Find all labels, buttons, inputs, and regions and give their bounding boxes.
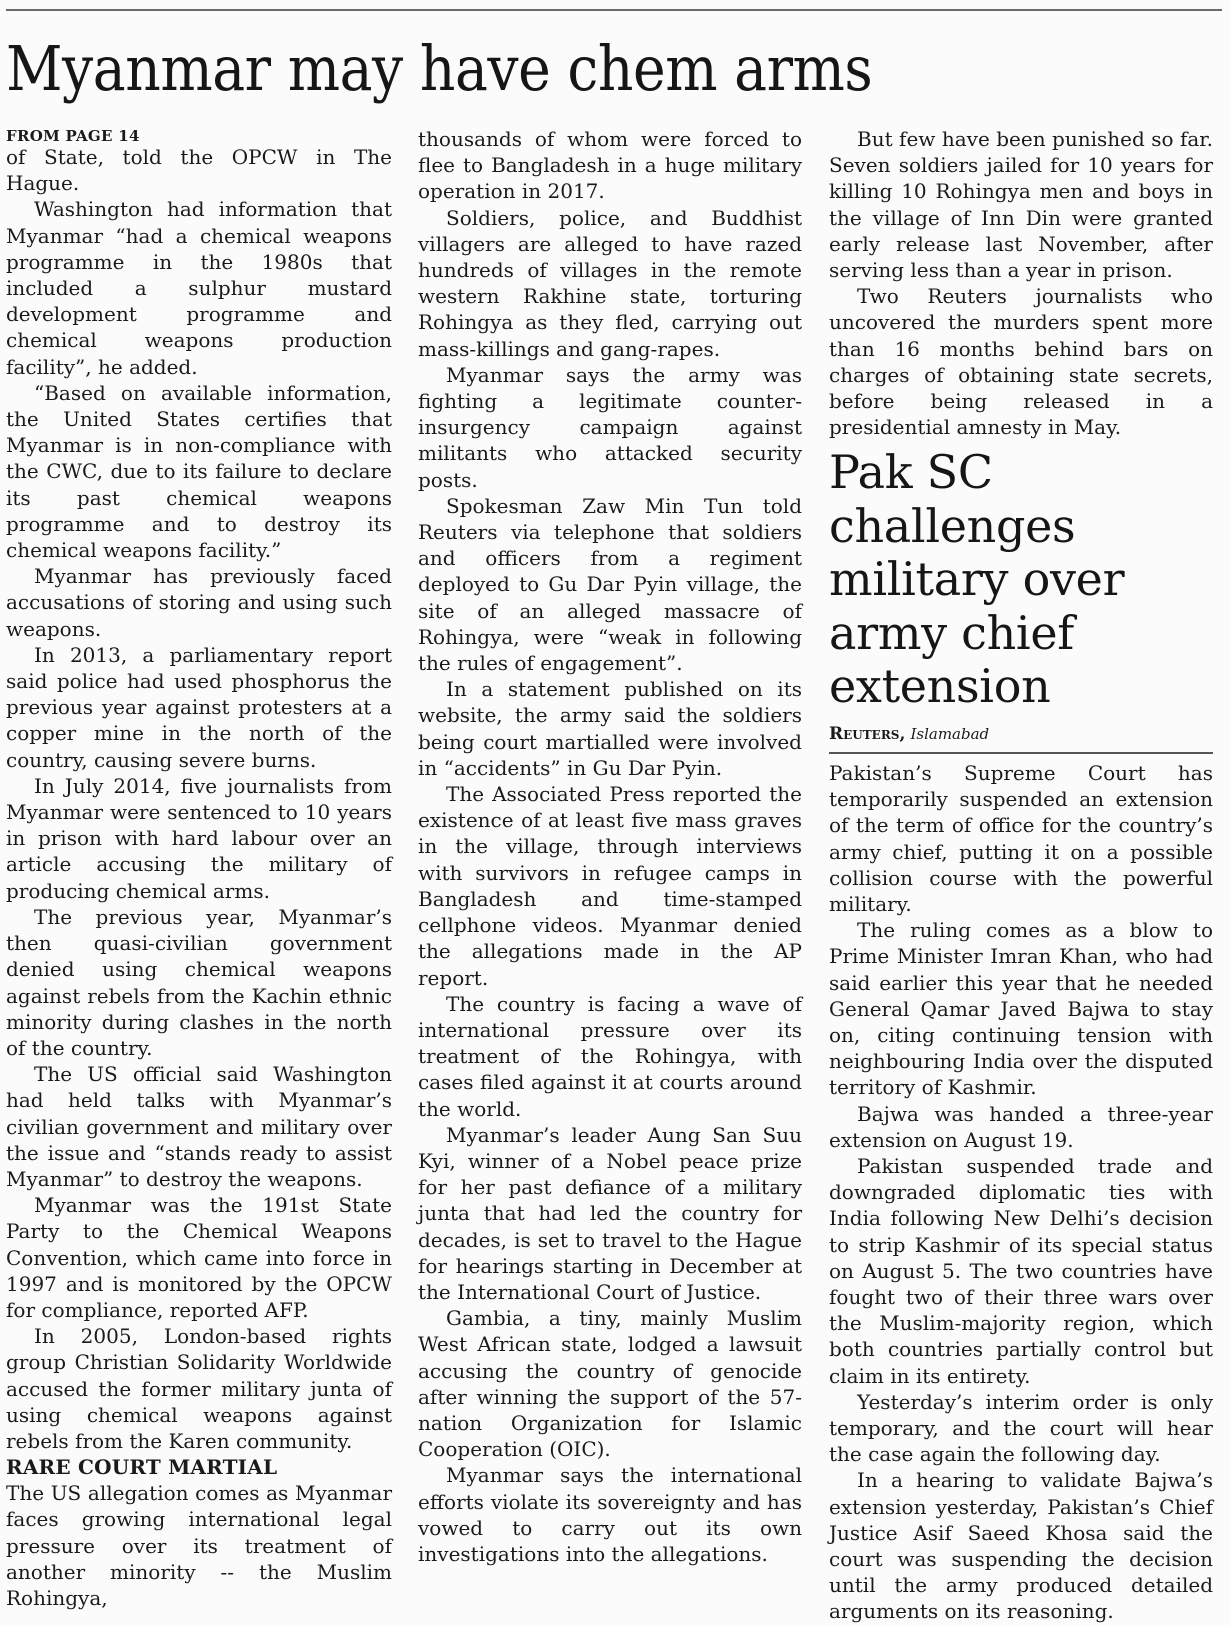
section-subhead: RARE COURT MARTIAL (6, 1455, 278, 1480)
paragraph: Gambia, a tiny, mainly Muslim West African state, lodged a lawsuit accusing the country of genocide after winning the support of the 57-nation Organization for Islamic Cooperation (OIC). (418, 1306, 802, 1462)
top-rule (6, 9, 1222, 11)
byline-source: Reuters, (829, 723, 906, 744)
paragraph: Myanmar’s leader Aung San Suu Kyi, winner of a Nobel peace prize for her past defiance of a military junta that had led the country for decades, is set to travel to the Hague for hearings starting in December at the International Court of Justice. (418, 1122, 802, 1304)
paragraph: In a statement published on its website, the army said the soldiers being court martialled were involved in “accidents” in Gu Dar Pyin. (418, 677, 802, 780)
byline (829, 724, 1213, 744)
paragraph: “Based on available information, the United States certifies that Myanmar is in non-compliance with the CWC, due to its failure to declare its past chemical weapons programme and to destroy its chemical weapons facility.” (6, 380, 392, 563)
paragraph: The US allegation comes as Myanmar faces growing international legal pressure over its treatment of another minority -- the Muslim Rohingya, (6, 1481, 392, 1610)
paragraph: Myanmar says the international efforts violate its sovereignty and has vowed to carry out its own investigations into the allegations. (418, 1463, 802, 1566)
paragraph: Myanmar says the army was fighting a legitimate counter-insurgency campaign against militants who attacked security posts. (418, 362, 802, 492)
article-column-2 (418, 126, 802, 1567)
paragraph: In a hearing to validate Bajwa’s extension yesterday, Pakistan’s Chief Justice Asif Saeed Khosa said the court was suspending the decision until the army produced detailed arguments on its reasoning. (829, 1468, 1213, 1624)
paragraph: Two Reuters journalists who uncovered the murders spent more than 16 months behind bars on charges of obtaining state secrets, before being released in a presidential amnesty in May. (829, 284, 1213, 440)
paragraph: thousands of whom were forced to flee to Bangladesh in a huge military operation in 2017. (418, 127, 802, 204)
main-headline: Myanmar may have chem arms (6, 32, 873, 105)
paragraph: Pakistan’s Supreme Court has temporarily suspended an extension of the term of office for the country’s army chief, putting it on a possible collision course with the powerful military. (829, 760, 1213, 916)
paragraph: Washington had information that Myanmar “had a chemical weapons programme in the 1980s that included a sulphur mustard development programme and chemical weapons production facility”, he added. (6, 197, 392, 379)
paragraph: Spokesman Zaw Min Tun told Reuters via telephone that soldiers and officers from a regiment deployed to Gu Dar Pyin village, the site of an alleged massacre of Rohingya, were “weak in following the rules of engagement”. (418, 493, 802, 676)
paragraph: The US official said Washington had held talks with Myanmar’s civilian government and military over the issue and “stands ready to assist Myanmar” to destroy the weapons. (6, 1062, 392, 1191)
paragraph: The ruling comes as a blow to Prime Minister Imran Khan, who had said earlier this year that he needed General Qamar Javed Bajwa to stay on, citing continuing tension with neighbouring India over the disputed territory of Kashmir. (829, 918, 1213, 1100)
article-column-1 (6, 126, 392, 1611)
paragraph: The Associated Press reported the existence of at least five mass graves in the village, through interviews with survivors in refugee camps in Bangladesh and time-stamped cellphone videos. Myanmar denied the allegations made in the AP report. (418, 782, 802, 990)
paragraph: In 2013, a parliamentary report said police had used phosphorus the previous year against protesters at a copper mine in the north of the country, causing severe burns. (6, 642, 392, 772)
paragraph: The previous year, Myanmar’s then quasi-civilian government denied using chemical weapons against rebels from the Kachin ethnic minority during clashes in the north of the country. (6, 904, 392, 1060)
continued-from-label: FROM PAGE 14 (6, 127, 140, 145)
paragraph: Pakistan suspended trade and downgraded diplomatic ties with India following New Delhi’s decision to strip Kashmir of its special status on August 5. The two countries have fought two of their three wars over the Muslim-majority region, which both countries partially control but claim in its entirety. (829, 1153, 1213, 1388)
paragraph: Soldiers, police, and Buddhist villagers are alleged to have razed hundreds of villages in the remote western Rakhine state, torturing Rohingya as they fled, carrying out mass-killings and gang-rapes. (418, 205, 802, 361)
paragraph: Myanmar has previously faced accusations of storing and using such weapons. (6, 564, 392, 641)
paragraph: Myanmar was the 191st State Party to the Chemical Weapons Convention, which came into force in 1997 and is monitored by the OPCW for compliance, reported AFP. (6, 1193, 392, 1322)
paragraph: In 2005, London-based rights group Christian Solidarity Worldwide accused the former military junta of using chemical weapons against rebels from the Karen community. (6, 1324, 392, 1453)
paragraph: In July 2014, five journalists from Myanmar were sentenced to 10 years in prison with hard labour over an article accusing the military of producing chemical arms. (6, 773, 392, 903)
paragraph: But few have been punished so far. Seven soldiers jailed for 10 years for killing 10 Rohingya men and boys in the village of Inn Din were granted early release last November, after serving less than a year in prison. (829, 127, 1213, 283)
byline-place: Islamabad (910, 724, 990, 743)
paragraph: of State, told the OPCW in The Hague. (6, 145, 392, 196)
byline-rule (829, 752, 1213, 754)
paragraph: The country is facing a wave of international pressure over its treatment of the Rohingya, with cases filed against it at courts around the world. (418, 991, 802, 1121)
paragraph: Bajwa was handed a three-year extension on August 19. (829, 1101, 1213, 1152)
article-column-3 (829, 126, 1213, 1625)
paragraph: Yesterday’s interim order is only temporary, and the court will hear the case again the following day. (829, 1389, 1213, 1467)
second-headline: Pak SC challenges military over army chief extension (829, 445, 1125, 714)
